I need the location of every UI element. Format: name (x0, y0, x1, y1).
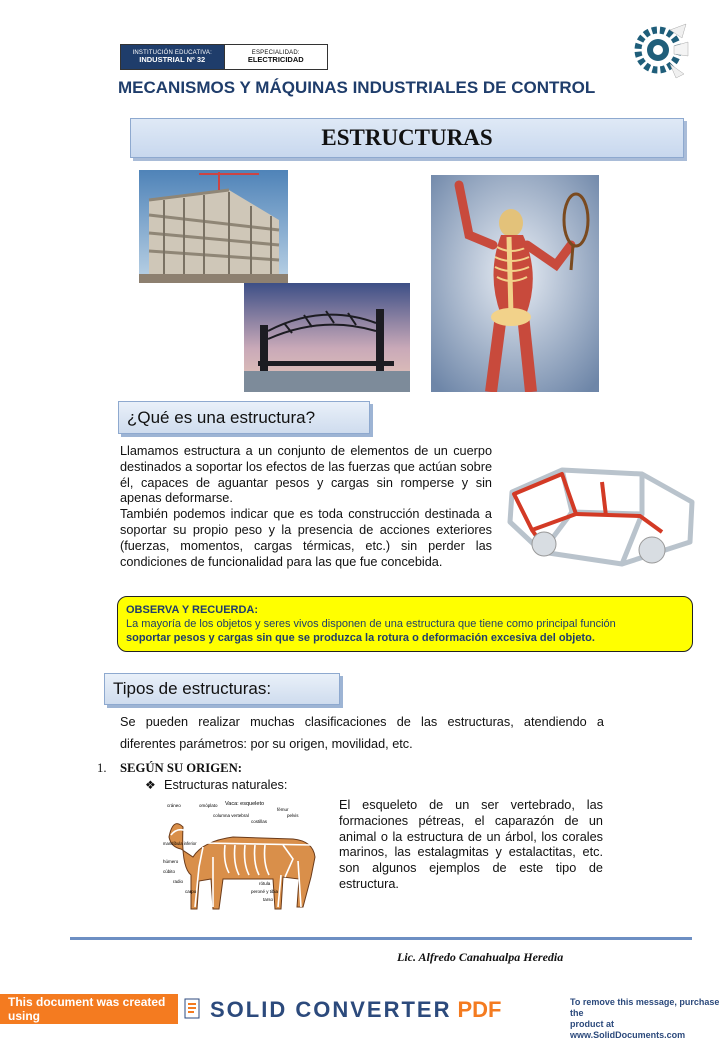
skeleton-label-pelvis: pelvis (287, 813, 299, 818)
skeleton-label-tarsus: tarso (263, 897, 274, 902)
observe-remember-callout (117, 596, 693, 652)
footer-brand-pdf: PDF (457, 997, 502, 1022)
specialty-name: ELECTRICIDAD (247, 55, 304, 65)
natural-structures-description: El esqueleto de un ser vertebrado, las formaciones pétreas, el caparazón de un animal o la estructura de un árbol, los corales marinos, las estalagmitas y estalactitas, etc. son algunos ejemplos de este tipo de estructura. (339, 798, 603, 891)
footer-created-using: This document was created using (0, 994, 178, 1024)
definition-paragraph-1: Llamamos estructura a un conjunto de elementos de un cuerpo destinados a soportar los efectos de las fuerzas que actúan sobre él, capaces de aguantar pesos y cargas sin romperse y sin apenas deformarse. (120, 444, 492, 506)
page-title: ESTRUCTURAS (321, 125, 493, 150)
definition-paragraph (120, 444, 492, 570)
skeleton-label-radius: radio (173, 879, 184, 884)
types-intro-line-2: diferentes parámetros: por su origen, movilidad, etc. (120, 737, 413, 751)
footer-purchase-line-1: To remove this message, purchase the (570, 997, 720, 1018)
skeleton-label-patella: rótula (259, 881, 271, 886)
skeleton-title: Vaca: esqueleto (225, 801, 265, 807)
institution-cell (121, 45, 225, 69)
origin-heading: SEGÚN SU ORIGEN: (120, 761, 242, 775)
section-heading-text: ¿Qué es una estructura? (127, 407, 316, 427)
skeleton-label-femur: fémur (277, 807, 289, 812)
cow-skeleton-image (163, 797, 326, 915)
skeleton-label-ulna: cúbito (163, 869, 176, 874)
converter-footer-banner[interactable] (0, 994, 727, 1040)
bullet-diamond-icon: ❖ (145, 778, 156, 792)
callout-text: La mayoría de los objetos y seres vivos disponen de una estructura que tiene como principal función (126, 618, 616, 630)
types-intro-line-1: Se pueden realizar muchas clasificaciones de las estructuras, atendiendo a (120, 715, 604, 729)
course-title: MECANISMOS Y MÁQUINAS INDUSTRIALES DE CONTROL (118, 78, 596, 97)
building-image (139, 170, 288, 283)
list-number: 1. (97, 761, 107, 775)
section-heading-types-text: Tipos de estructuras: (113, 679, 272, 698)
skeleton-label-scapula: omóplato (199, 803, 218, 808)
institution-label: INSTITUCIÓN EDUCATIVA: (132, 49, 212, 56)
section-heading-structure-types (104, 673, 340, 705)
author-name: Lic. Alfredo Canahualpa Heredia (397, 950, 564, 964)
skeleton-label-carpus: carpo (185, 889, 197, 894)
skeleton-label-fibula-tibia: peroné y tibia (251, 889, 279, 894)
institution-header (120, 44, 328, 70)
document-icon (182, 998, 204, 1020)
institution-name: INDUSTRIAL Nº 32 (139, 55, 206, 65)
skeleton-label-mandible: mandíbula inferior (163, 841, 197, 846)
car-chassis-image (502, 452, 700, 574)
gear-logo-icon (630, 20, 690, 80)
skeleton-label-humerus: húmero (163, 859, 179, 864)
specialty-cell (225, 45, 328, 69)
footer-purchase-line-2: product at www.SolidDocuments.com (570, 1019, 686, 1040)
specialty-label: ESPECIALIDAD: (251, 49, 300, 56)
callout-title: OBSERVA Y RECUERDA: (126, 604, 259, 616)
types-intro (120, 715, 604, 751)
footer-brand-name: SOLID CONVERTER (210, 997, 452, 1022)
skeleton-label-spine: columna vertebral (213, 813, 249, 818)
skeleton-label-ribs: costillas (251, 819, 268, 824)
footer-purchase-notice[interactable] (570, 997, 725, 1041)
page-title-banner (130, 118, 684, 158)
footer-divider (70, 937, 692, 940)
skeleton-label-skull: cráneo (167, 803, 181, 808)
natural-structures-label: Estructuras naturales: (164, 778, 288, 792)
definition-paragraph-2: También podemos indicar que es toda construcción destinada a soportar su propio peso y la presencia de acciones exteriores (fuerzas, momentos, cargas térmicas, etc.) sin perder las condiciones de funcionalidad para las que fue concebida. (120, 507, 492, 569)
footer-brand (210, 997, 501, 1023)
section-heading-what-is-structure (118, 401, 370, 434)
bridge-image (244, 283, 410, 392)
anatomy-skeleton-image (431, 175, 599, 392)
callout-bold-text: soportar pesos y cargas sin que se produzca la rotura o deformación excesiva del objeto. (126, 632, 595, 644)
